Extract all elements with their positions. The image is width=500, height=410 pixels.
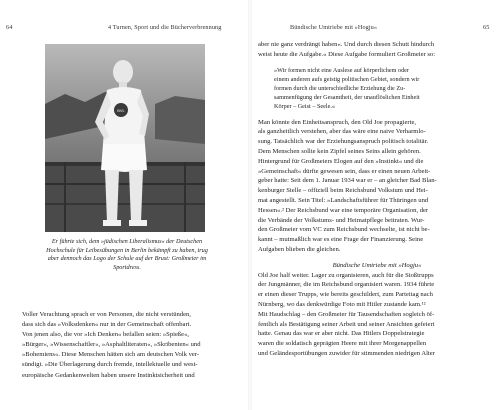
text-line: europäische Gedankenwelten haben unsere Instinktsicherheit und	[22, 371, 195, 379]
text-line: fentlich als Bestätigung seiner Arbeit und seiner Ansichten gefeiert	[258, 320, 435, 328]
text-line: er einen dieser Trupps, wie bereits geschildert, zum Parteitag nach	[258, 291, 433, 299]
text-line: »Bürger«, »Wissenschaftler«, »Asphaltliteraten«, »Skribenten« und	[22, 341, 201, 349]
photo-caption	[44, 238, 210, 272]
text-line: sung. Tatsächlich war der Erziehungsanspruch politisch totalitär.	[258, 138, 429, 146]
text-line: kenburger Stelle – offiziell beim Reichsbund Volkstum und Hei-	[258, 187, 428, 195]
text-line: geber hatte: Seit dem 1. Januar 1934 war er – an gleicher Bad Blan-	[258, 177, 437, 185]
text-line: waren die soldatisch geprägten Heere mit ihrer Morgenappellen	[258, 340, 427, 348]
running-title-right: Bündische Umtriebe mit »Hogju«	[290, 24, 378, 31]
caption-line: Hochschule für Leibesübungen in Berlin bekämpft zu haben, trug	[46, 246, 208, 254]
text-line: die Verbände der Volkstums- und Heimatpflege beitraten. Wur-	[258, 216, 425, 224]
athlete-illustration	[45, 44, 205, 232]
quote-line: sammenfügung der Gesamtheit, der unauflöslichen Einheit	[274, 94, 420, 102]
text-line: aber nie ganz verdrängt haben«. Und durch diesen Schutt hindurch	[258, 41, 435, 48]
page-number-left: 64	[6, 24, 13, 31]
quote-line: einem anderen aufs geistig politischen Gebiet, sondern wir	[274, 75, 420, 83]
text-line: Nürnberg, wo das denkwürdige Foto mit Hitler zustande kam.¹²	[258, 300, 426, 308]
block-quote	[258, 66, 496, 112]
left-body-text	[22, 310, 246, 381]
text-line: sündigt. »Die Überlagerung durch fremde, intellektuelle und west-	[22, 361, 198, 369]
text-line: weist heute die Aufgabe.« Diese Aufgabe formuliert Großmeier so:	[258, 50, 436, 58]
text-line: Old Joe half weiter. Lager zu organisieren, auch für die Stoßtrupps	[258, 271, 434, 279]
text-line: hatte. Genau das war er aber nicht. Das Hitlers Doppelstrategie	[258, 330, 425, 338]
text-line: »Gemeinschaft« dürfte gewesen sein, dass er einen neuen Arbeit-	[258, 167, 431, 175]
text-line: Hintergrund für Großmeiers Elogen auf den »Instinkt« und die	[258, 157, 424, 165]
section-subheading: Bündische Umtriebe mit »Hogju«	[332, 261, 422, 269]
quote-line: Körper – Geist – Seele.«	[274, 103, 335, 111]
text-line: Von jenen also, die vor »Ich Denken« befallen seien: »Spieße«,	[22, 331, 190, 339]
caption-line: aber dennoch das Logo der Schule auf der Brust: Großmeier im	[47, 255, 207, 263]
text-line: dass sich das »Volksdenken« nur in der Gemeinschaft offenbart.	[22, 321, 192, 329]
text-line: Mit Haudschlag – den Großmeier für Tausendschaften sogleich öf-	[258, 310, 435, 318]
text-line: kannt – mutmaßlich war es eine Frage der Finanzierung. Seine	[258, 236, 424, 244]
right-page	[250, 0, 500, 410]
text-line: Voller Verachtung sprach er von Personen, die nicht verstünden,	[22, 311, 191, 318]
text-line: Man könnte den Einheitsanspruch, den Old Joe propagierte,	[258, 118, 417, 126]
caption-line: Sportdress.	[113, 263, 141, 271]
quote-line: »Wir formen nicht eine Auslese auf körperlichem oder	[274, 66, 409, 74]
text-line: den Großmeier vom VC zum Reichsbund wechselte, ist nicht be-	[258, 226, 430, 234]
text-line: Hessen«.² Der Reichsbund war eine temporäre Organisation, der	[258, 206, 429, 214]
page-number-right: 65	[483, 24, 490, 31]
text-line: der Jungmänner, die im Reichsbund organisiert waren. 1934 führte	[258, 281, 435, 289]
text-line: »Bohemiens«. Diese Menschen hätten sich am deutschen Volk ver-	[22, 351, 200, 359]
text-line: und Geländesportübungen zuwider für stimmenden niedrigen Alter	[258, 349, 435, 357]
quote-line: formen durch die unterschiedliche Erziehung die Zu-	[274, 85, 406, 92]
text-line: Dem Menschen sollte kein Zipfel seines Seins allein gehören.	[258, 148, 421, 155]
caption-line: Er führte sich, dem »jüdischen Liberalismus« der Deutschen	[51, 238, 203, 245]
text-line: Aufgaben blieben die gleichen.	[258, 245, 341, 253]
running-title-left: 4 Turnen, Sport und die Bücherverbrennung	[108, 24, 222, 31]
right-body-text	[258, 40, 496, 359]
athlete-photo	[45, 44, 205, 232]
jersey-logo: BVL	[117, 108, 125, 113]
text-line: als ganzheitlich verstehen, aber das wäre eine naive Verharmlo-	[258, 128, 426, 136]
text-line: mat angestellt. Sein Titel: »Landschaftsführer für Thüringen und	[258, 196, 429, 204]
